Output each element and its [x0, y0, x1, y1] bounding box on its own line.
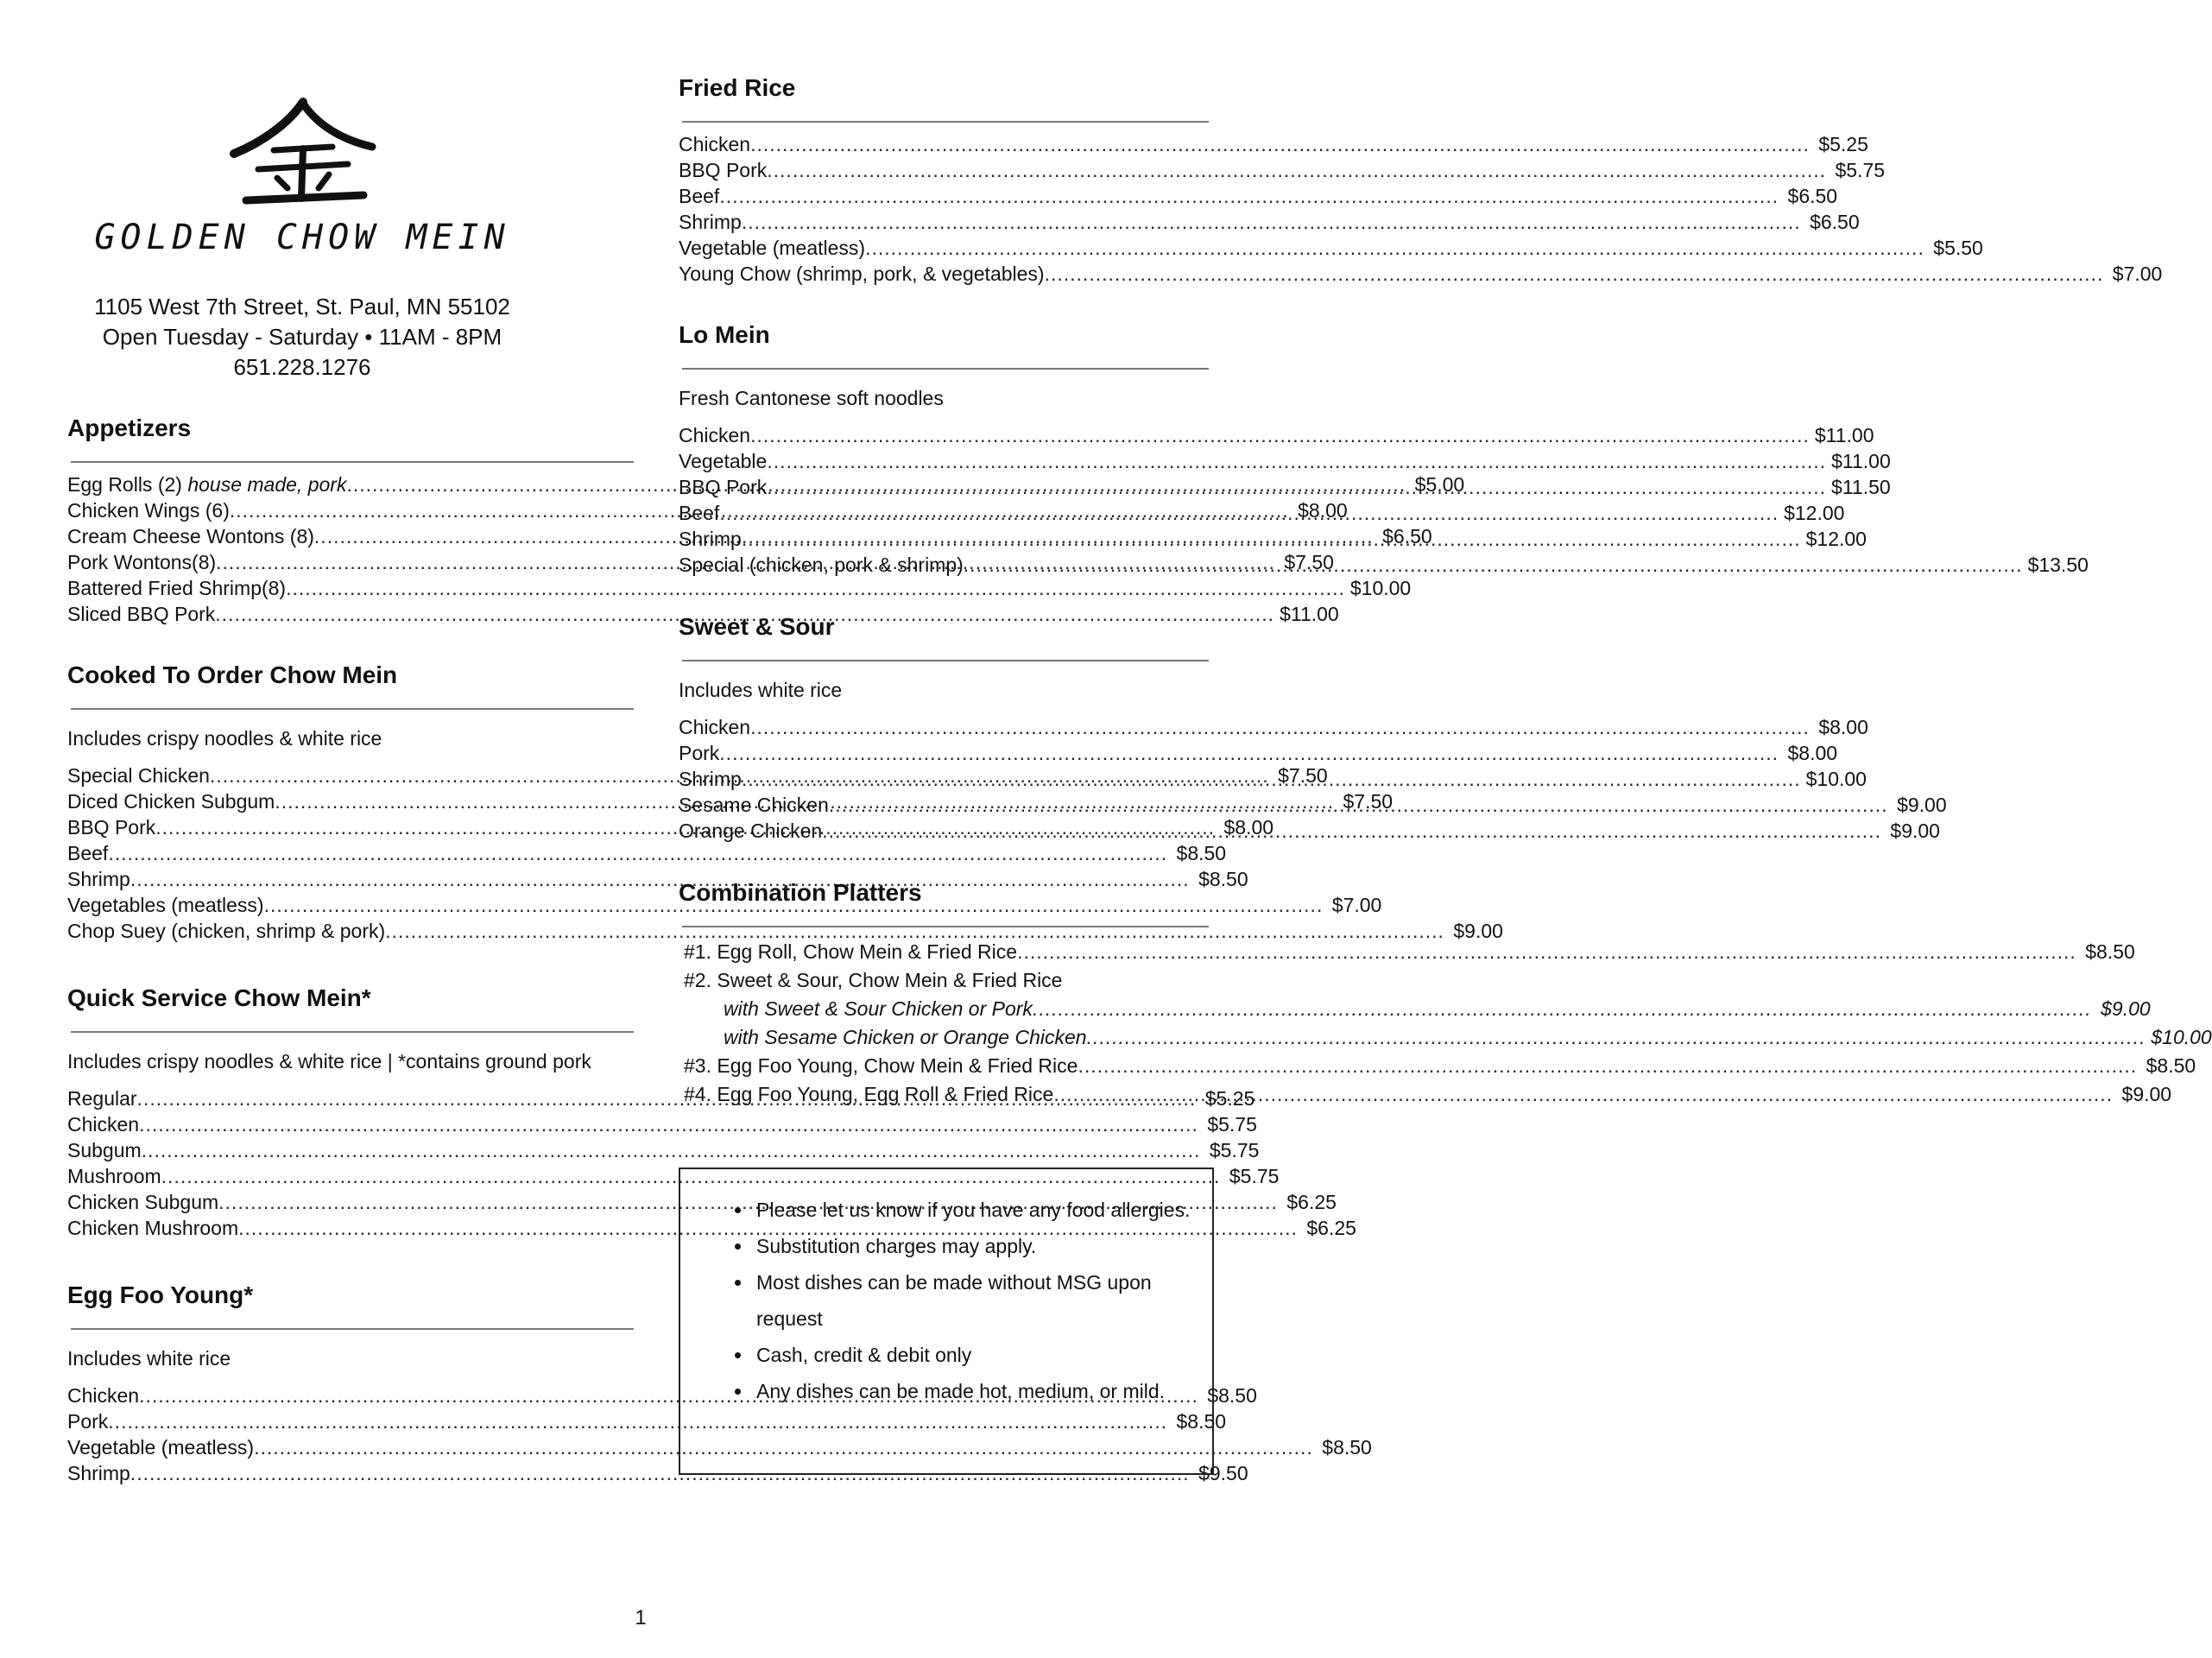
notes-list [680, 1192, 1212, 1409]
section-title: Egg Foo Young* [67, 1281, 254, 1308]
menu-item: Vegetable (meatless) ..... $8.50 [67, 1434, 622, 1460]
menu-item: Vegetable (meatless) ..... $5.50 [679, 235, 1193, 261]
combo-item: #4. Egg Foo Young, Egg Roll & Fried Rice ..... $9.00 [684, 1080, 1200, 1109]
divider [71, 1328, 634, 1330]
menu-item: Beef ..... $12.00 [679, 500, 1193, 526]
combo-option: with Sesame Chicken or Orange Chicken ..... $10.00 [684, 1023, 1200, 1052]
section-title: Fried Rice [679, 74, 796, 101]
page-number: 1 [635, 1606, 647, 1630]
section-title: Lo Mein [679, 321, 770, 348]
divider [71, 461, 634, 463]
menu-item: Pork ..... $8.00 [679, 740, 1193, 766]
combo-item: #1. Egg Roll, Chow Mein & Fried Rice ..... $8.50 [684, 938, 1200, 966]
divider [71, 708, 634, 710]
section-subtitle: Includes white rice [67, 1347, 231, 1370]
divider [682, 121, 1209, 123]
combo-option: with Sweet & Sour Chicken or Pork ..... $9.00 [684, 995, 1200, 1023]
menu-item: Chop Suey (chicken, shrimp & pork) ..... $9.00 [67, 918, 629, 944]
menu-item: Chicken Wings (6) ..... $8.00 [67, 497, 629, 523]
menu-item: Cream Cheese Wontons (8) ..... $6.50 [67, 523, 629, 549]
menu-item: Chicken ..... $5.25 [679, 131, 1193, 157]
menu-list [679, 131, 2163, 287]
divider [682, 926, 1209, 927]
menu-item: Pork Wontons(8) ..... $7.50 [67, 549, 629, 575]
section-title: Cooked To Order Chow Mein [67, 661, 398, 688]
menu-item: Young Chow (shrimp, pork, & vegetables) ..... $7.00 [679, 261, 1193, 287]
menu-item: Chicken Subgum ..... $6.25 [67, 1189, 625, 1215]
note-item: • Substitution charges may apply. [753, 1228, 1212, 1264]
note-item: • Please let us know if you have any food allergies. [753, 1192, 1212, 1228]
menu-item: Chicken ..... $8.00 [679, 714, 1193, 740]
menu-item: Chicken ..... $8.50 [67, 1383, 622, 1408]
fried-rice-section [679, 74, 2163, 287]
menu-item: Beef ..... $6.50 [679, 183, 1193, 209]
section-subtitle: Includes crispy noodles & white rice [67, 727, 382, 750]
menu-item: Vegetable ..... $11.00 [679, 448, 1193, 474]
menu-item: Chicken ..... $5.75 [67, 1111, 625, 1137]
menu-item: Subgum ..... $5.75 [67, 1137, 625, 1163]
menu-item: Shrimp ..... $10.00 [679, 766, 1193, 792]
section-title: Appetizers [67, 414, 192, 441]
menu-item: Shrimp ..... $9.50 [67, 1460, 622, 1486]
menu-item: Orange Chicken ..... $9.00 [679, 818, 1193, 844]
menu-item: Battered Fried Shrimp(8) ..... $10.00 [67, 575, 629, 601]
note-item: • Cash, credit & debit only [753, 1337, 1212, 1373]
combo-item: #2. Sweet & Sour, Chow Mein & Fried Rice [684, 969, 1063, 991]
restaurant-name: GOLDEN CHOW MEIN [94, 218, 510, 257]
menu-item: Vegetables (meatless) ..... $7.00 [67, 892, 629, 918]
menu-list [679, 938, 2212, 1109]
menu-item: Pork ..... $8.50 [67, 1408, 622, 1434]
note-item: • Any dishes can be made hot, medium, or mild. [753, 1373, 1212, 1409]
logo [69, 97, 535, 257]
combo-item: #3. Egg Foo Young, Chow Mein & Fried Rice ..... $8.50 [684, 1052, 1200, 1080]
hours: Open Tuesday - Saturday • 11AM - 8PM [102, 324, 502, 350]
phone: 651.228.1276 [233, 354, 371, 380]
menu-item: Shrimp ..... $6.50 [679, 209, 1193, 235]
menu-item: Sliced BBQ Pork ..... $11.00 [67, 601, 629, 627]
menu-item: Mushroom ..... $5.75 [67, 1163, 625, 1189]
menu-item: BBQ Pork ..... $11.50 [679, 474, 1193, 500]
menu-item: Diced Chicken Subgum ..... $7.50 [67, 788, 629, 814]
menu-item: Shrimp ..... $8.50 [67, 866, 629, 892]
section-title: Combination Platters [679, 879, 922, 906]
divider [682, 660, 1209, 661]
menu-item: Special Chicken ..... $7.50 [67, 763, 629, 788]
section-subtitle: Fresh Cantonese soft noodles [679, 387, 944, 409]
section-subtitle: Includes white rice [679, 679, 843, 701]
section-title: Quick Service Chow Mein* [67, 984, 371, 1011]
menu-item: Beef ..... $8.50 [67, 840, 629, 866]
divider [682, 368, 1209, 370]
menu-item: Chicken Mushroom ..... $6.25 [67, 1215, 625, 1241]
menu-item: Special (chicken, pork & shrimp) ..... $13.50 [679, 552, 1193, 578]
restaurant-info [69, 292, 535, 383]
menu-item: Shrimp ..... $12.00 [679, 526, 1193, 552]
address: 1105 West 7th Street, St. Paul, MN 55102 [94, 294, 510, 320]
menu-item: Chicken ..... $11.00 [679, 422, 1193, 448]
divider [71, 1031, 634, 1033]
menu-item: Egg Rolls (2) house made, pork ..... $5.00 [67, 471, 629, 497]
golden-character-logo-icon [229, 97, 376, 209]
section-title: Sweet & Sour [679, 613, 835, 640]
notes-box [679, 1168, 1214, 1475]
menu-item: Sesame Chicken ..... $9.00 [679, 792, 1193, 818]
menu-item: BBQ Pork ..... $5.75 [679, 157, 1193, 183]
section-subtitle: Includes crispy noodles & white rice | *contains ground pork [67, 1050, 591, 1073]
menu-item: BBQ Pork ..... $8.00 [67, 814, 629, 840]
note-item: • Most dishes can be made without MSG upon request [753, 1264, 1212, 1337]
menu-item: Regular ..... $5.25 [67, 1085, 625, 1111]
